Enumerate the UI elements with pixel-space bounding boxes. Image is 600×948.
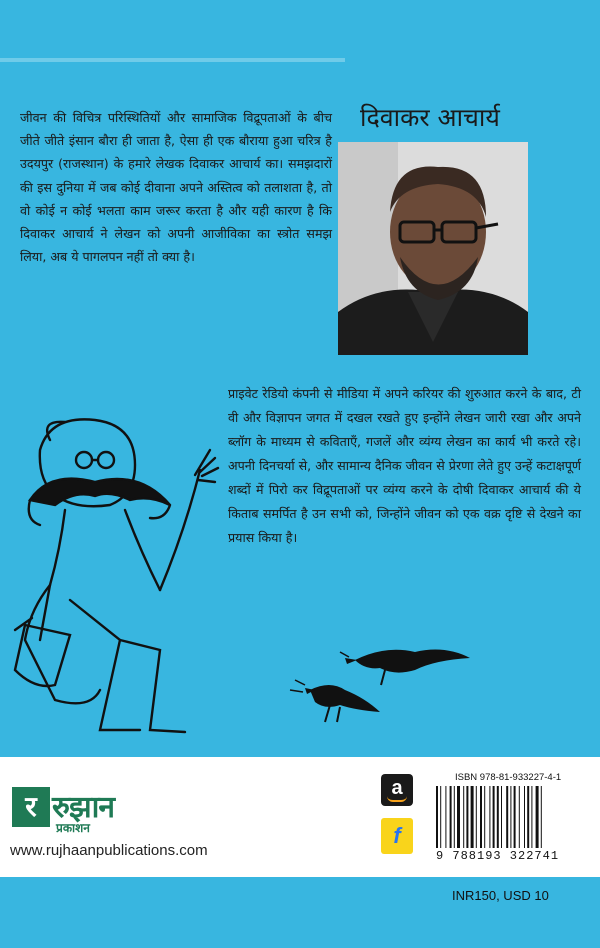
publisher-logo [12, 785, 182, 833]
isbn-label: ISBN 978-81-933227-4-1 [455, 772, 562, 783]
top-rule [0, 58, 345, 62]
publisher-url[interactable]: www.rujhaanpublications.com [10, 842, 208, 859]
author-photo [338, 142, 528, 355]
barcode [432, 786, 592, 850]
barcode-number: 9 788193 322741 [436, 849, 560, 863]
flipkart-icon-letter: f [393, 823, 401, 848]
price: INR150, USD 10 [452, 888, 549, 903]
crows-illustration [285, 640, 475, 730]
publisher-logo-subtext: प्रकाशन [56, 821, 90, 835]
intro-paragraph: जीवन की विचित्र परिस्थितियों और सामाजिक विद्रूपताओं के बीच जीते जीते इंसान बौरा ही जाता है, ऐसा ही एक बौराया हुआ चरित्र है उदयपुर (राजस्थान) के हमारे लेखक दिवाकर आचार्य का। समझदारों की इस दुनिया में जब कोई दीवाना अपने अस्तित्व को तलाशता है, तो वो कोई न कोई भलता काम जरूर करता है और यही कारण है कि दिवाकर आचार्य ने लेखन को अपनी आजीविका का स्त्रोत समझ लिया, अब ये पागलपन नहीं तो क्या है। [20, 110, 332, 265]
amazon-icon-letter: a [391, 777, 403, 799]
amazon-smile-icon [387, 796, 407, 802]
amazon-icon [381, 774, 413, 806]
flipkart-icon [381, 818, 413, 854]
publisher-logo-mark: र [12, 787, 50, 827]
cartoon-illustration [10, 410, 230, 740]
publisher-logo-text: रुझान [52, 790, 115, 825]
author-name: दिवाकर आचार्य [360, 103, 500, 132]
bio-paragraph: प्राइवेट रेडियो कंपनी से मीडिया में अपने करियर की शुरुआत करने के बाद, टी वी और विज्ञापन जगत में दखल रखते हुए इन्होंने लेखन जारी रखा और अपने ब्लॉग के माध्यम से कविताएँ, गजलें और व्यंग्य लेखन का कार्य भी करते रहे। अपनी दिनचर्या से, और सामान्य दैनिक जीवन से प्रेरणा लेते हुए उन्हें कटाक्षपूर्ण शब्दों में पिरो कर विद्रूपताओं पर व्यंग्य करने के दोषी दिवाकर आचार्य की ये किताब समर्पित है उन सभी को, जिन्होंने जीवन को एक वक्र दृष्टि से देखने का प्रयास किया है। [228, 386, 581, 545]
